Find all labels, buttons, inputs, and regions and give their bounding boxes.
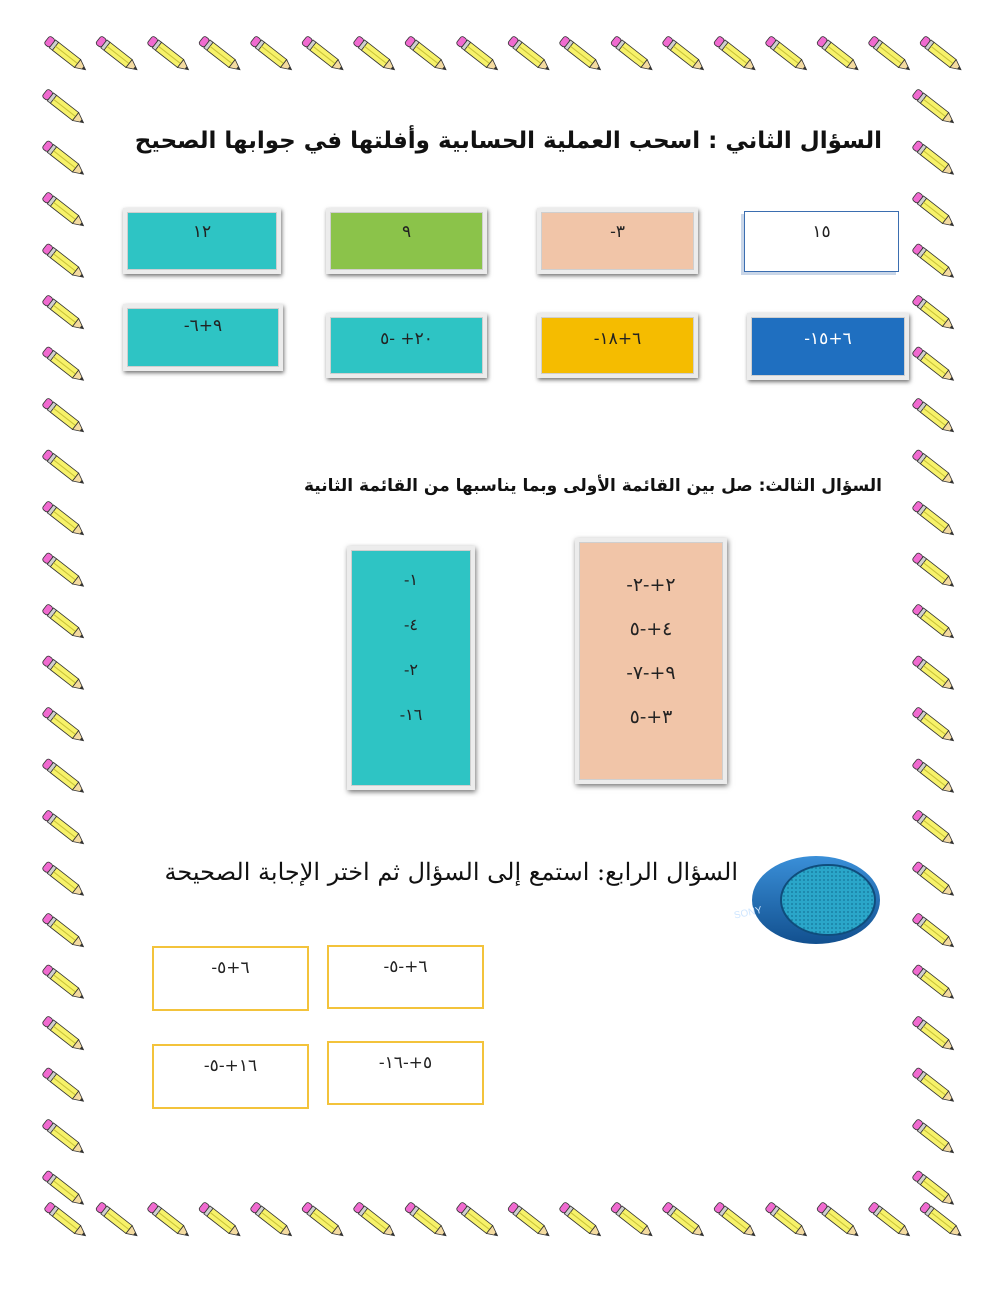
- pencil-icon: [147, 1202, 192, 1240]
- pencil-icon: [912, 552, 957, 590]
- pencil-icon: [912, 1016, 957, 1054]
- pencil-icon: [42, 1119, 87, 1157]
- pencil-icon: [44, 36, 89, 74]
- question-3-title: السؤال الثالث: صل بين القائمة الأولى وبما يناسبها من القائمة الثانية: [303, 476, 882, 496]
- answer-tile-minus-3[interactable]: -٣: [537, 208, 698, 274]
- list-item[interactable]: -٤: [404, 615, 418, 634]
- pencil-icon: [198, 36, 243, 74]
- pencil-icon: [662, 36, 707, 74]
- pencil-icon: [42, 552, 87, 590]
- pencil-icon: [301, 1202, 346, 1240]
- pencil-icon: [353, 1202, 398, 1240]
- pencil-icon: [912, 1170, 957, 1208]
- answer-option-1[interactable]: -٦+٥: [152, 946, 309, 1011]
- pencil-icon: [42, 449, 87, 487]
- pencil-icon: [95, 1202, 140, 1240]
- list-item[interactable]: -٢+-٢: [626, 574, 676, 596]
- pencil-icon: [912, 243, 957, 281]
- pencil-icon: [610, 36, 655, 74]
- answer-option-2[interactable]: -٦+-٥: [327, 945, 484, 1009]
- pencil-icon: [42, 398, 87, 436]
- pencil-icon: [42, 810, 87, 848]
- pencil-icon: [912, 398, 957, 436]
- pencil-icon: [42, 1170, 87, 1208]
- pencil-icon: [912, 295, 957, 333]
- pencil-icon: [912, 913, 957, 951]
- pencil-icon: [713, 36, 758, 74]
- pencil-icon: [42, 501, 87, 539]
- pencil-icon: [147, 36, 192, 74]
- pencil-icon: [912, 140, 957, 178]
- pencil-icon: [912, 501, 957, 539]
- pencil-icon: [42, 243, 87, 281]
- pencil-icon: [912, 346, 957, 384]
- answer-tile-15[interactable]: ١٥: [744, 211, 899, 272]
- list-item[interactable]: -٢: [404, 660, 418, 679]
- pencil-icon: [301, 36, 346, 74]
- pencil-icon: [42, 89, 87, 127]
- pencil-icon: [42, 913, 87, 951]
- pencil-icon: [559, 36, 604, 74]
- pencil-icon: [44, 1202, 89, 1240]
- pencil-icon: [912, 604, 957, 642]
- pencil-icon: [912, 861, 957, 899]
- pencil-icon: [456, 36, 501, 74]
- pencil-icon: [912, 707, 957, 745]
- pencil-icon: [404, 1202, 449, 1240]
- pencil-icon: [42, 964, 87, 1002]
- pencil-icon: [42, 604, 87, 642]
- pencil-icon: [42, 140, 87, 178]
- pencil-icon: [816, 1202, 861, 1240]
- pencil-icon: [456, 1202, 501, 1240]
- operation-tile-1[interactable]: -٩+٦: [123, 304, 283, 371]
- pencil-icon: [198, 1202, 243, 1240]
- pencil-icon: [912, 89, 957, 127]
- pencil-icon: [912, 655, 957, 693]
- pencil-icon: [912, 1119, 957, 1157]
- question-2-title: السؤال الثاني : اسحب العملية الحسابية وأفلتها في جوابها الصحيح: [134, 128, 882, 154]
- pencil-icon: [95, 36, 140, 74]
- answer-tile-12[interactable]: ١٢: [123, 208, 281, 274]
- pencil-icon: [816, 36, 861, 74]
- pencil-icon: [868, 36, 913, 74]
- pencil-icon: [610, 1202, 655, 1240]
- pencil-icon: [353, 36, 398, 74]
- answer-option-3[interactable]: -١٦+-٥: [152, 1044, 309, 1109]
- pencil-icon: [912, 810, 957, 848]
- results-list: [347, 546, 475, 790]
- list-item[interactable]: ٤+-٥: [629, 618, 673, 640]
- pencil-icon: [42, 758, 87, 796]
- pencil-icon: [662, 1202, 707, 1240]
- pencil-icon: [404, 36, 449, 74]
- pencil-icon: [559, 1202, 604, 1240]
- operation-tile-4[interactable]: -٦+١٥: [747, 313, 909, 380]
- pencil-icon: [919, 1202, 964, 1240]
- operation-tile-3[interactable]: -٦+١٨: [537, 313, 698, 378]
- pencil-icon: [912, 449, 957, 487]
- list-item[interactable]: ٣+-٥: [629, 706, 673, 728]
- list-item[interactable]: -١٦: [399, 705, 423, 724]
- pencil-icon: [912, 1067, 957, 1105]
- pencil-icon: [912, 964, 957, 1002]
- pencil-icon: [507, 1202, 552, 1240]
- expressions-list: [575, 538, 727, 784]
- pencil-icon: [42, 1016, 87, 1054]
- pencil-icon: [42, 707, 87, 745]
- operation-tile-2[interactable]: ٢٠+ -٥: [326, 313, 487, 378]
- pencil-icon: [919, 36, 964, 74]
- list-item[interactable]: -٩+-٧: [626, 662, 676, 684]
- speaker-play-button[interactable]: [733, 850, 882, 946]
- pencil-icon: [42, 295, 87, 333]
- pencil-icon: [765, 36, 810, 74]
- pencil-icon: [765, 1202, 810, 1240]
- speaker-brand-label: SONY: [733, 904, 764, 922]
- question-4-title: السؤال الرابع: استمع إلى السؤال ثم اختر الإجابة الصحيحة: [164, 858, 738, 886]
- pencil-icon: [507, 36, 552, 74]
- pencil-icon: [42, 655, 87, 693]
- list-item[interactable]: -١: [404, 570, 418, 589]
- pencil-icon: [42, 346, 87, 384]
- pencil-icon: [912, 758, 957, 796]
- answer-tile-9[interactable]: ٩: [326, 208, 487, 274]
- pencil-icon: [868, 1202, 913, 1240]
- pencil-icon: [42, 861, 87, 899]
- pencil-icon: [42, 192, 87, 230]
- pencil-icon: [42, 1067, 87, 1105]
- pencil-icon: [250, 36, 295, 74]
- answer-option-4[interactable]: -٥+-١٦: [327, 1041, 484, 1105]
- pencil-icon: [713, 1202, 758, 1240]
- pencil-icon: [912, 192, 957, 230]
- pencil-icon: [250, 1202, 295, 1240]
